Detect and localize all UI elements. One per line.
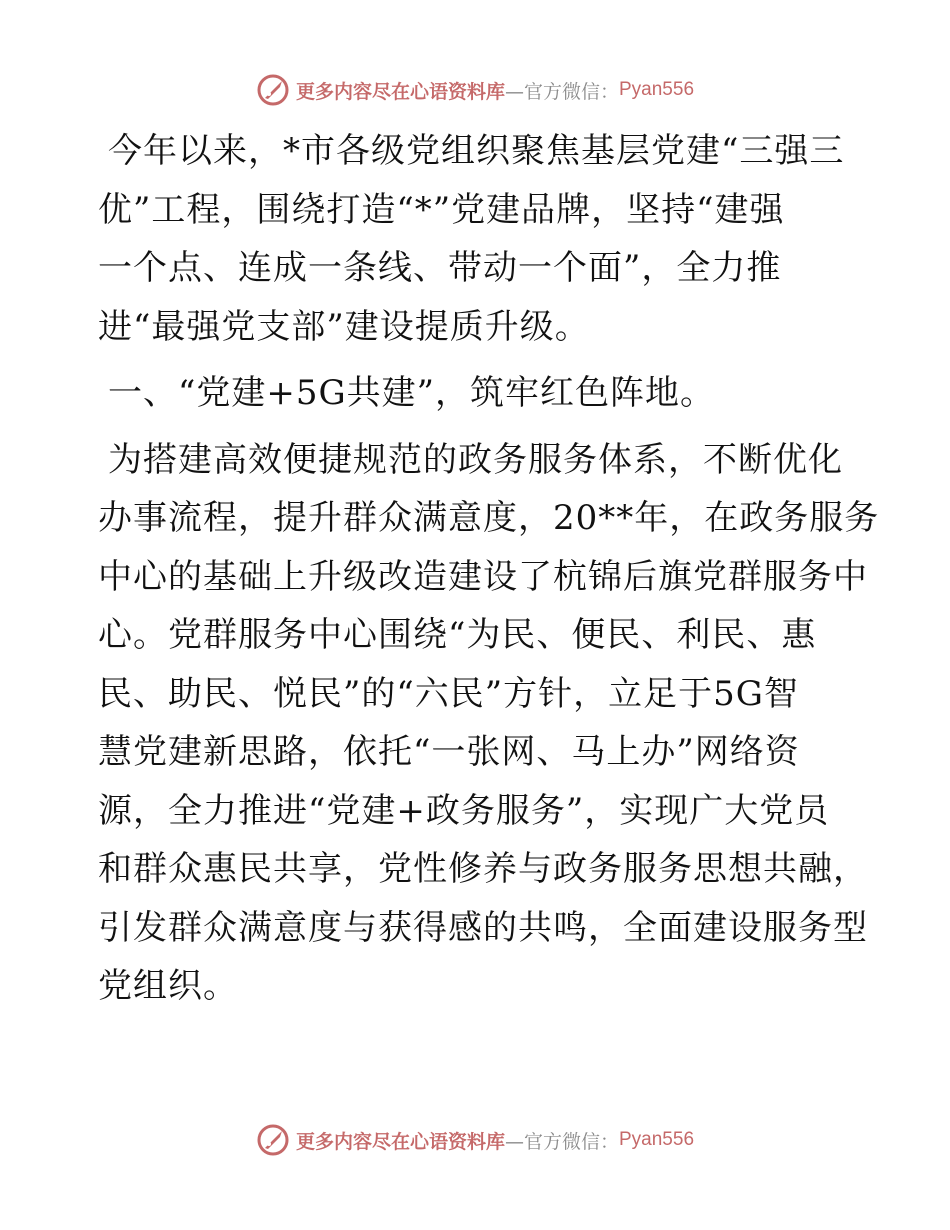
text-line: 民、助民、悦民”的“六民”方针，立足于5G智	[98, 673, 799, 714]
text-line: 引发群众满意度与获得感的共鸣，全面建设服务型	[98, 907, 868, 948]
text-line: 源，全力推进“党建+政务服务”，实现广大党员	[98, 790, 830, 831]
text-line: 和群众惠民共享，党性修养与政务服务思想共融，	[98, 849, 868, 889]
pen-logo-icon	[256, 73, 290, 107]
paragraph-1	[98, 122, 850, 356]
paragraph-2	[98, 431, 880, 1016]
watermark-text: 更多内容尽在心语资料库	[295, 1130, 505, 1153]
watermark-id: Pyan556	[619, 79, 695, 100]
watermark-text: 更多内容尽在心语资料库	[295, 80, 505, 103]
section-heading: 一、“党建+5G共建”，筑牢红色阵地。	[108, 373, 716, 413]
document-body	[98, 122, 880, 1016]
text-line: 心。党群服务中心围绕“为民、便民、利民、惠	[98, 615, 817, 655]
pen-logo-icon	[256, 1123, 290, 1157]
text-line: 为搭建高效便捷规范的政务服务体系，不断优化	[108, 439, 843, 480]
watermark-id: Pyan556	[619, 1129, 695, 1150]
text-line: 中心的基础上升级改造建设了杭锦后旗党群服务中	[98, 556, 868, 597]
text-line: 优”工程，围绕打造“*”党建品牌，坚持“建强	[98, 189, 785, 230]
text-line: 进“最强党支部”建设提质升级。	[98, 306, 590, 347]
header-watermark	[0, 70, 950, 110]
watermark-separator: —官方微信：	[504, 80, 619, 103]
text-line: 一个点、连成一条线、带动一个面”，全力推	[98, 248, 782, 288]
text-line: 今年以来，*市各级党组织聚焦基层党建“三强三	[108, 131, 845, 171]
watermark-separator: —官方微信：	[504, 1130, 619, 1153]
footer-watermark	[0, 1120, 950, 1160]
text-line: 慧党建新思路，依托“一张网、马上办”网络资	[98, 732, 800, 772]
text-line: 办事流程，提升群众满意度，20**年，在政务服务	[98, 498, 880, 538]
text-line: 党组织。	[98, 966, 238, 1006]
